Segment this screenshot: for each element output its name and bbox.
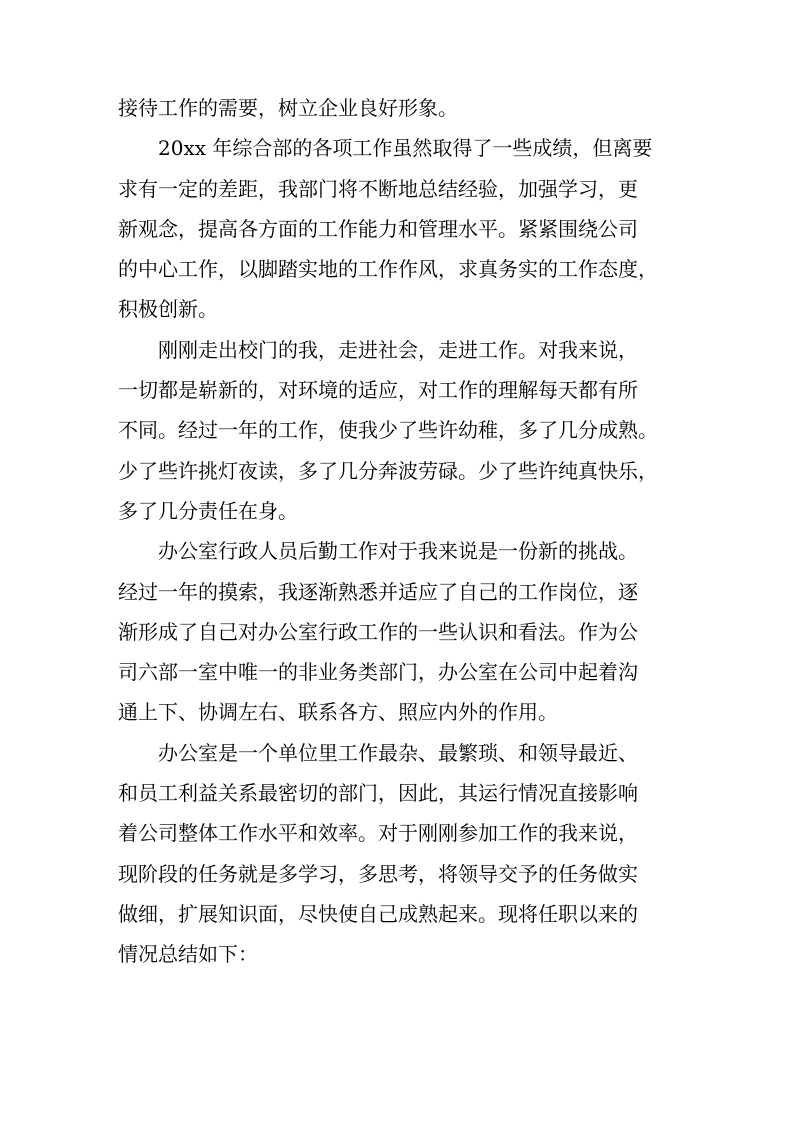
text-line: 做细，扩展知识面，尽快使自己成熟起来。现将任职以来的: [118, 901, 638, 926]
text-line: 接待工作的需要，树立企业良好形象。: [118, 96, 458, 120]
text-line: 少了些许挑灯夜读，多了几分奔波劳碌。少了些许纯真快乐，: [118, 458, 658, 483]
text-line: 不同。经过一年的工作，使我少了些许幼稚，多了几分成熟。: [118, 418, 658, 443]
text-line: 现阶段的任务就是多学习，多思考，将领导交予的任务做实: [118, 861, 638, 886]
text-line: 和员工利益关系最密切的部门，因此，其运行情况直接影响: [118, 781, 638, 806]
text-line: 新观念，提高各方面的工作能力和管理水平。紧紧围绕公司: [118, 216, 638, 241]
text-line: 一切都是崭新的，对环境的适应，对工作的理解每天都有所: [118, 378, 638, 403]
text-line: 情况总结如下：: [118, 942, 258, 967]
paragraph-first-line: 20xx 年综合部的各项工作虽然取得了一些成绩，但离要: [158, 136, 653, 161]
paragraph-first-line: 刚刚走出校门的我，走进社会，走进工作。对我来说，: [158, 337, 638, 362]
text-line: 的中心工作，以脚踏实地的工作作风，求真务实的工作态度，: [118, 257, 658, 282]
text-line: 着公司整体工作水平和效率。对于刚刚参加工作的我来说，: [118, 821, 638, 846]
paragraph-first-line: 办公室是一个单位里工作最杂、最繁琐、和领导最近、: [158, 740, 638, 765]
text-line: 司六部一室中唯一的非业务类部门，办公室在公司中起着沟: [118, 660, 638, 685]
paragraph-first-line: 办公室行政人员后勤工作对于我来说是一份新的挑战。: [158, 539, 638, 564]
text-line: 渐形成了自己对办公室行政工作的一些认识和看法。作为公: [118, 619, 638, 644]
text-line: 多了几分责任在身。: [118, 498, 298, 523]
text-line: 通上下、协调左右、联系各方、照应内外的作用。: [118, 700, 558, 725]
document-body: [118, 88, 688, 975]
text-line: 积极创新。: [118, 297, 218, 322]
text-line: 经过一年的摸索，我逐渐熟悉并适应了自己的工作岗位，逐: [118, 579, 638, 604]
text-line: 求有一定的差距，我部门将不断地总结经验，加强学习，更: [118, 176, 638, 201]
